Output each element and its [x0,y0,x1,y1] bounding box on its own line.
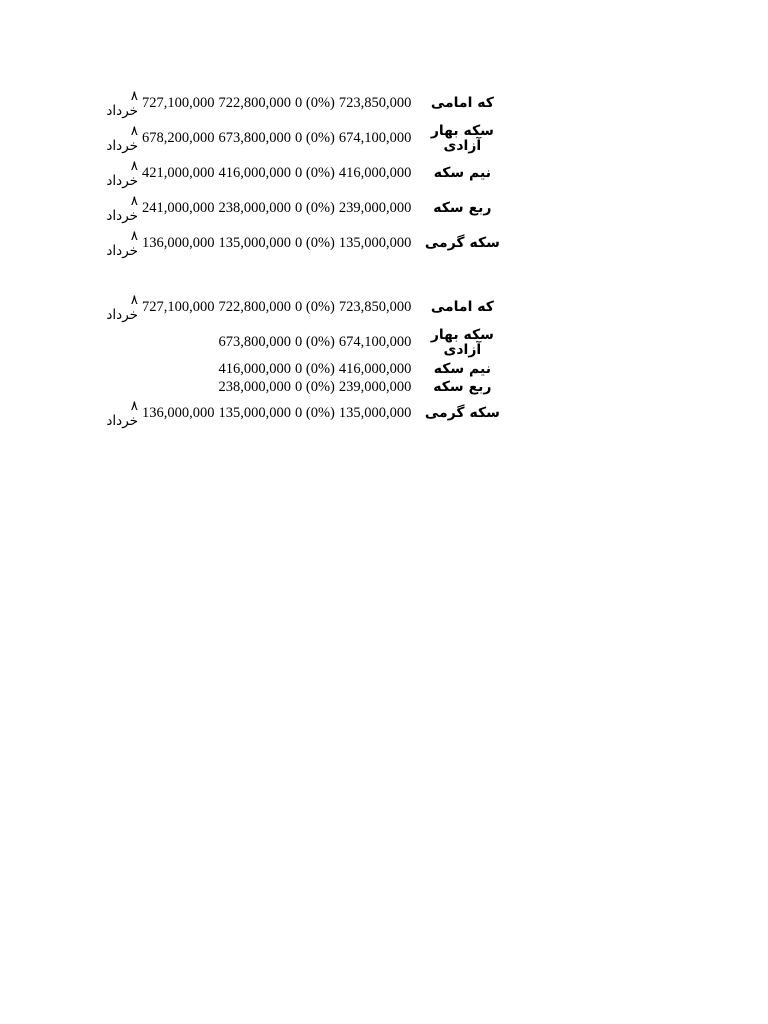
price-change: 0 (0%) [295,130,335,146]
low-price: 722,800,000 [218,95,291,111]
update-date [96,378,140,396]
price-change: 0 (0%) [295,200,335,216]
coin-name: سکه گرمی [424,235,500,251]
low-price: 135,000,000 [218,405,291,421]
table-row [96,156,507,191]
table-row [96,226,507,261]
update-date [96,360,140,378]
update-date [96,86,140,121]
high-price: 136,000,000 [142,405,215,421]
high-price: 678,200,000 [142,130,215,146]
current-price: 239,000,000 [338,378,412,395]
price-change: 0 (0%) [295,378,335,395]
date-month: خرداد [106,137,138,154]
table-row [96,396,507,431]
update-date [96,121,140,156]
price-change: 0 (0%) [295,235,335,251]
coin-price-table-1 [96,86,507,261]
coin-name: سکه بهار آزادی [430,122,494,154]
date-day: ۸ [130,87,138,104]
coin-name: ربع سکه [433,378,492,395]
date-month: خرداد [106,172,138,189]
high-price [140,378,217,396]
current-price: 135,000,000 [338,405,412,421]
price-change: 0 (0%) [295,334,335,350]
date-day: ۸ [130,227,138,244]
date-day: ۸ [130,192,138,209]
table-row [96,378,507,396]
coin-name: که امامی [430,299,494,315]
table-row [96,191,507,226]
high-price: 136,000,000 [142,235,215,251]
date-month: خرداد [106,102,138,119]
high-price: 241,000,000 [142,200,215,216]
table-row [96,325,507,360]
table-row [96,290,507,325]
current-price: 674,100,000 [338,130,412,146]
update-date [96,396,140,431]
high-price: 727,100,000 [142,95,215,111]
update-date [96,290,140,325]
date-day: ۸ [130,291,138,308]
high-price [140,325,217,360]
coin-name: سکه بهار آزادی [430,326,494,358]
date-month: خرداد [106,242,138,259]
price-change: 0 (0%) [295,165,335,181]
price-change: 0 (0%) [295,360,335,377]
low-price: 238,000,000 [218,200,291,216]
low-price: 416,000,000 [218,165,291,181]
coin-name: سکه گرمی [424,405,500,421]
coin-name: ربع سکه [433,200,492,216]
current-price: 416,000,000 [338,165,412,181]
date-day: ۸ [130,397,138,414]
update-date [96,156,140,191]
low-price: 673,800,000 [218,130,291,146]
current-price: 239,000,000 [338,200,412,216]
current-price: 723,850,000 [338,299,412,315]
current-price: 723,850,000 [338,95,412,111]
low-price: 135,000,000 [218,235,291,251]
date-month: خرداد [106,306,138,323]
low-price: 238,000,000 [218,378,291,395]
price-change: 0 (0%) [295,95,335,111]
table-row [96,121,507,156]
current-price: 674,100,000 [338,334,412,350]
update-date [96,325,140,360]
update-date [96,191,140,226]
current-price: 135,000,000 [338,235,412,251]
current-price: 416,000,000 [338,360,412,377]
price-change: 0 (0%) [295,299,335,315]
low-price: 673,800,000 [218,334,291,350]
coin-name: نیم سکه [433,360,491,377]
low-price: 416,000,000 [218,360,291,377]
coin-price-table-2 [96,290,507,431]
date-month: خرداد [106,207,138,224]
low-price: 722,800,000 [218,299,291,315]
date-month: خرداد [106,412,138,429]
update-date [96,226,140,261]
table-row [96,86,507,121]
date-day: ۸ [130,122,138,139]
price-change: 0 (0%) [295,405,335,421]
coin-name: نیم سکه [433,165,491,181]
high-price: 727,100,000 [142,299,215,315]
date-day: ۸ [130,157,138,174]
table-row [96,360,507,378]
high-price [140,360,217,378]
high-price: 421,000,000 [142,165,215,181]
coin-name: که امامی [430,95,494,111]
